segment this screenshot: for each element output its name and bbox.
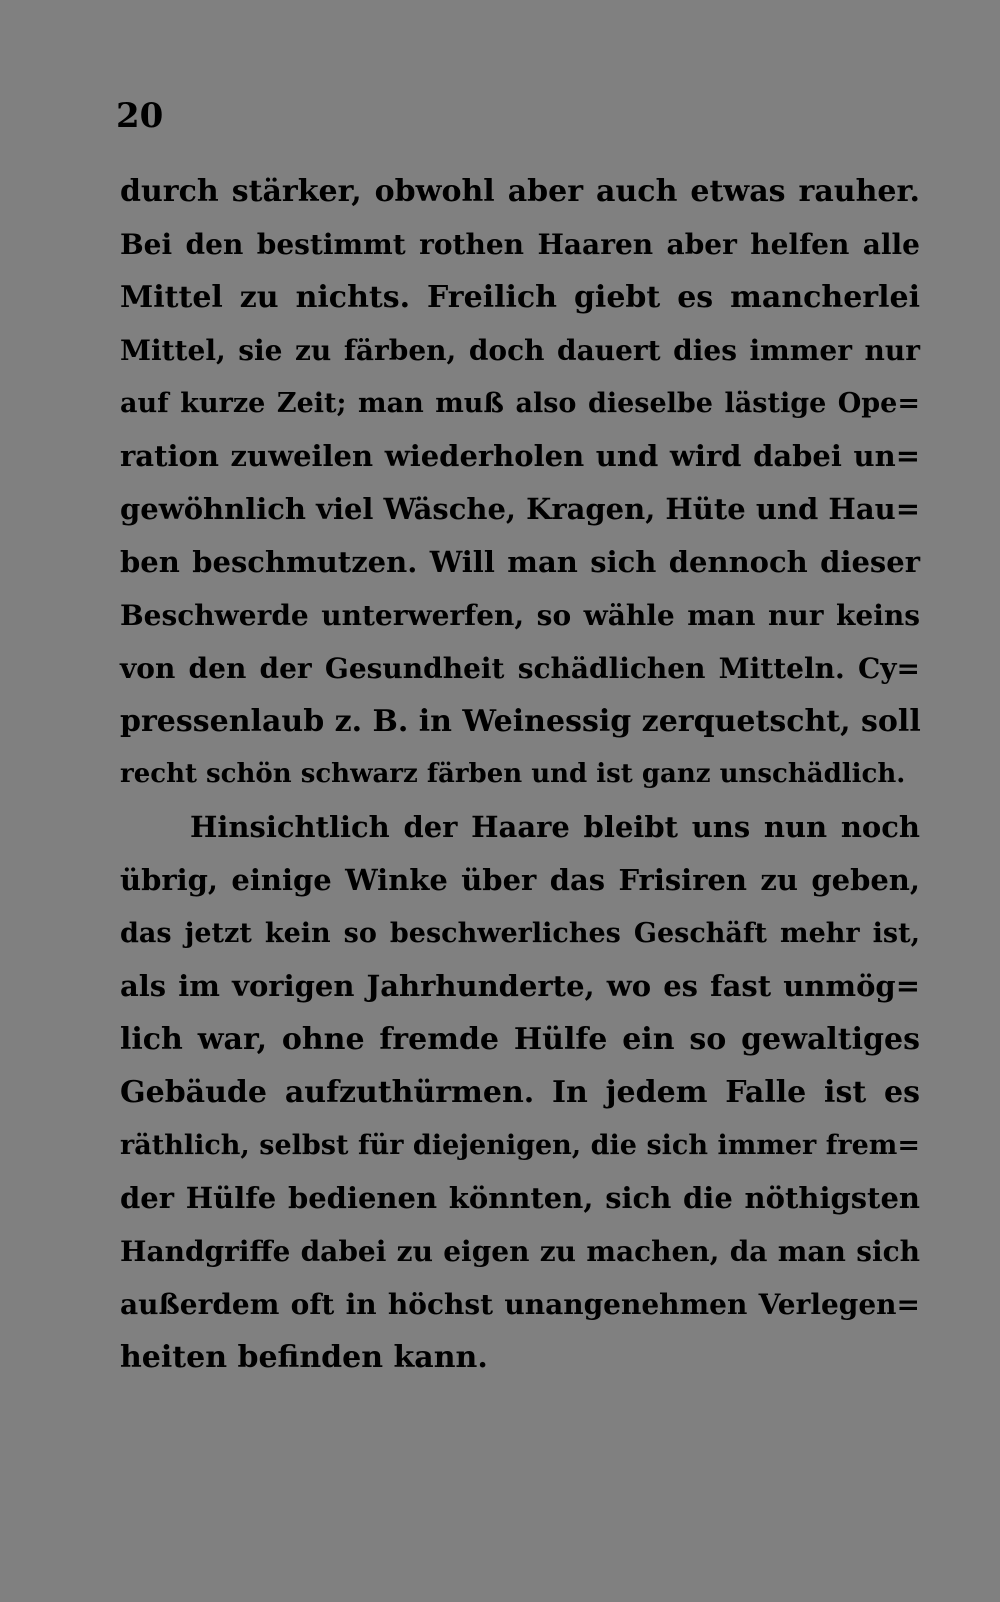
paragraph-last-line: heiten befinden kann. <box>120 1340 488 1375</box>
text-line: von den der Gesundheit schädlichen Mitteln. Cy= <box>120 652 920 685</box>
text-line: Handgriffe dabei zu eigen zu machen, da man sich <box>120 1235 920 1268</box>
text-line: pressenlaub z. B. in Weinessig zerquetscht, soll <box>120 704 921 739</box>
text-line: das jetzt kein so beschwerliches Geschäft mehr ist, <box>120 918 920 949</box>
text-line: übrig, einige Winke über das Frisiren zu geben, <box>120 863 920 897</box>
paragraph-first-line: Hinsichtlich der Haare bleibt uns nun noch <box>190 810 920 844</box>
text-line: als im vorigen Jahrhunderte, wo es fast unmög= <box>120 969 920 1003</box>
text-line: ben beschmutzen. Will man sich dennoch dieser <box>120 545 920 579</box>
text-line: durch stärker, obwohl aber auch etwas rauher. <box>120 174 920 209</box>
text-line: der Hülfe bedienen könnten, sich die nöthigsten <box>120 1181 920 1215</box>
page-number: 20 <box>116 96 164 136</box>
text-line: lich war, ohne fremde Hülfe ein so gewaltiges <box>120 1022 920 1057</box>
text-line: Mittel, sie zu färben, doch dauert dies immer nur <box>120 334 920 367</box>
paragraph-last-line: recht schön schwarz färben und ist ganz unschädlich. <box>120 759 906 789</box>
text-line: auf kurze Zeit; man muß also dieselbe lästige Ope= <box>120 388 920 419</box>
text-line: räthlich, selbst für diejenigen, die sich immer frem= <box>120 1130 920 1161</box>
text-line: Bei den bestimmt rothen Haaren aber helfen alle <box>120 228 920 261</box>
text-line: Beschwerde unterwerfen, so wähle man nur keins <box>120 599 920 632</box>
text-line: Mittel zu nichts. Freilich giebt es mancherlei <box>120 280 920 315</box>
text-line: gewöhnlich viel Wäsche, Kragen, Hüte und Hau= <box>120 492 920 526</box>
body-text <box>120 165 920 1384</box>
text-line: außerdem oft in höchst unangenehmen Verlegen= <box>120 1288 920 1321</box>
text-line: Gebäude aufzuthürmen. In jedem Falle ist es <box>120 1075 920 1110</box>
text-line: ration zuweilen wiederholen und wird dabei un= <box>120 439 920 473</box>
